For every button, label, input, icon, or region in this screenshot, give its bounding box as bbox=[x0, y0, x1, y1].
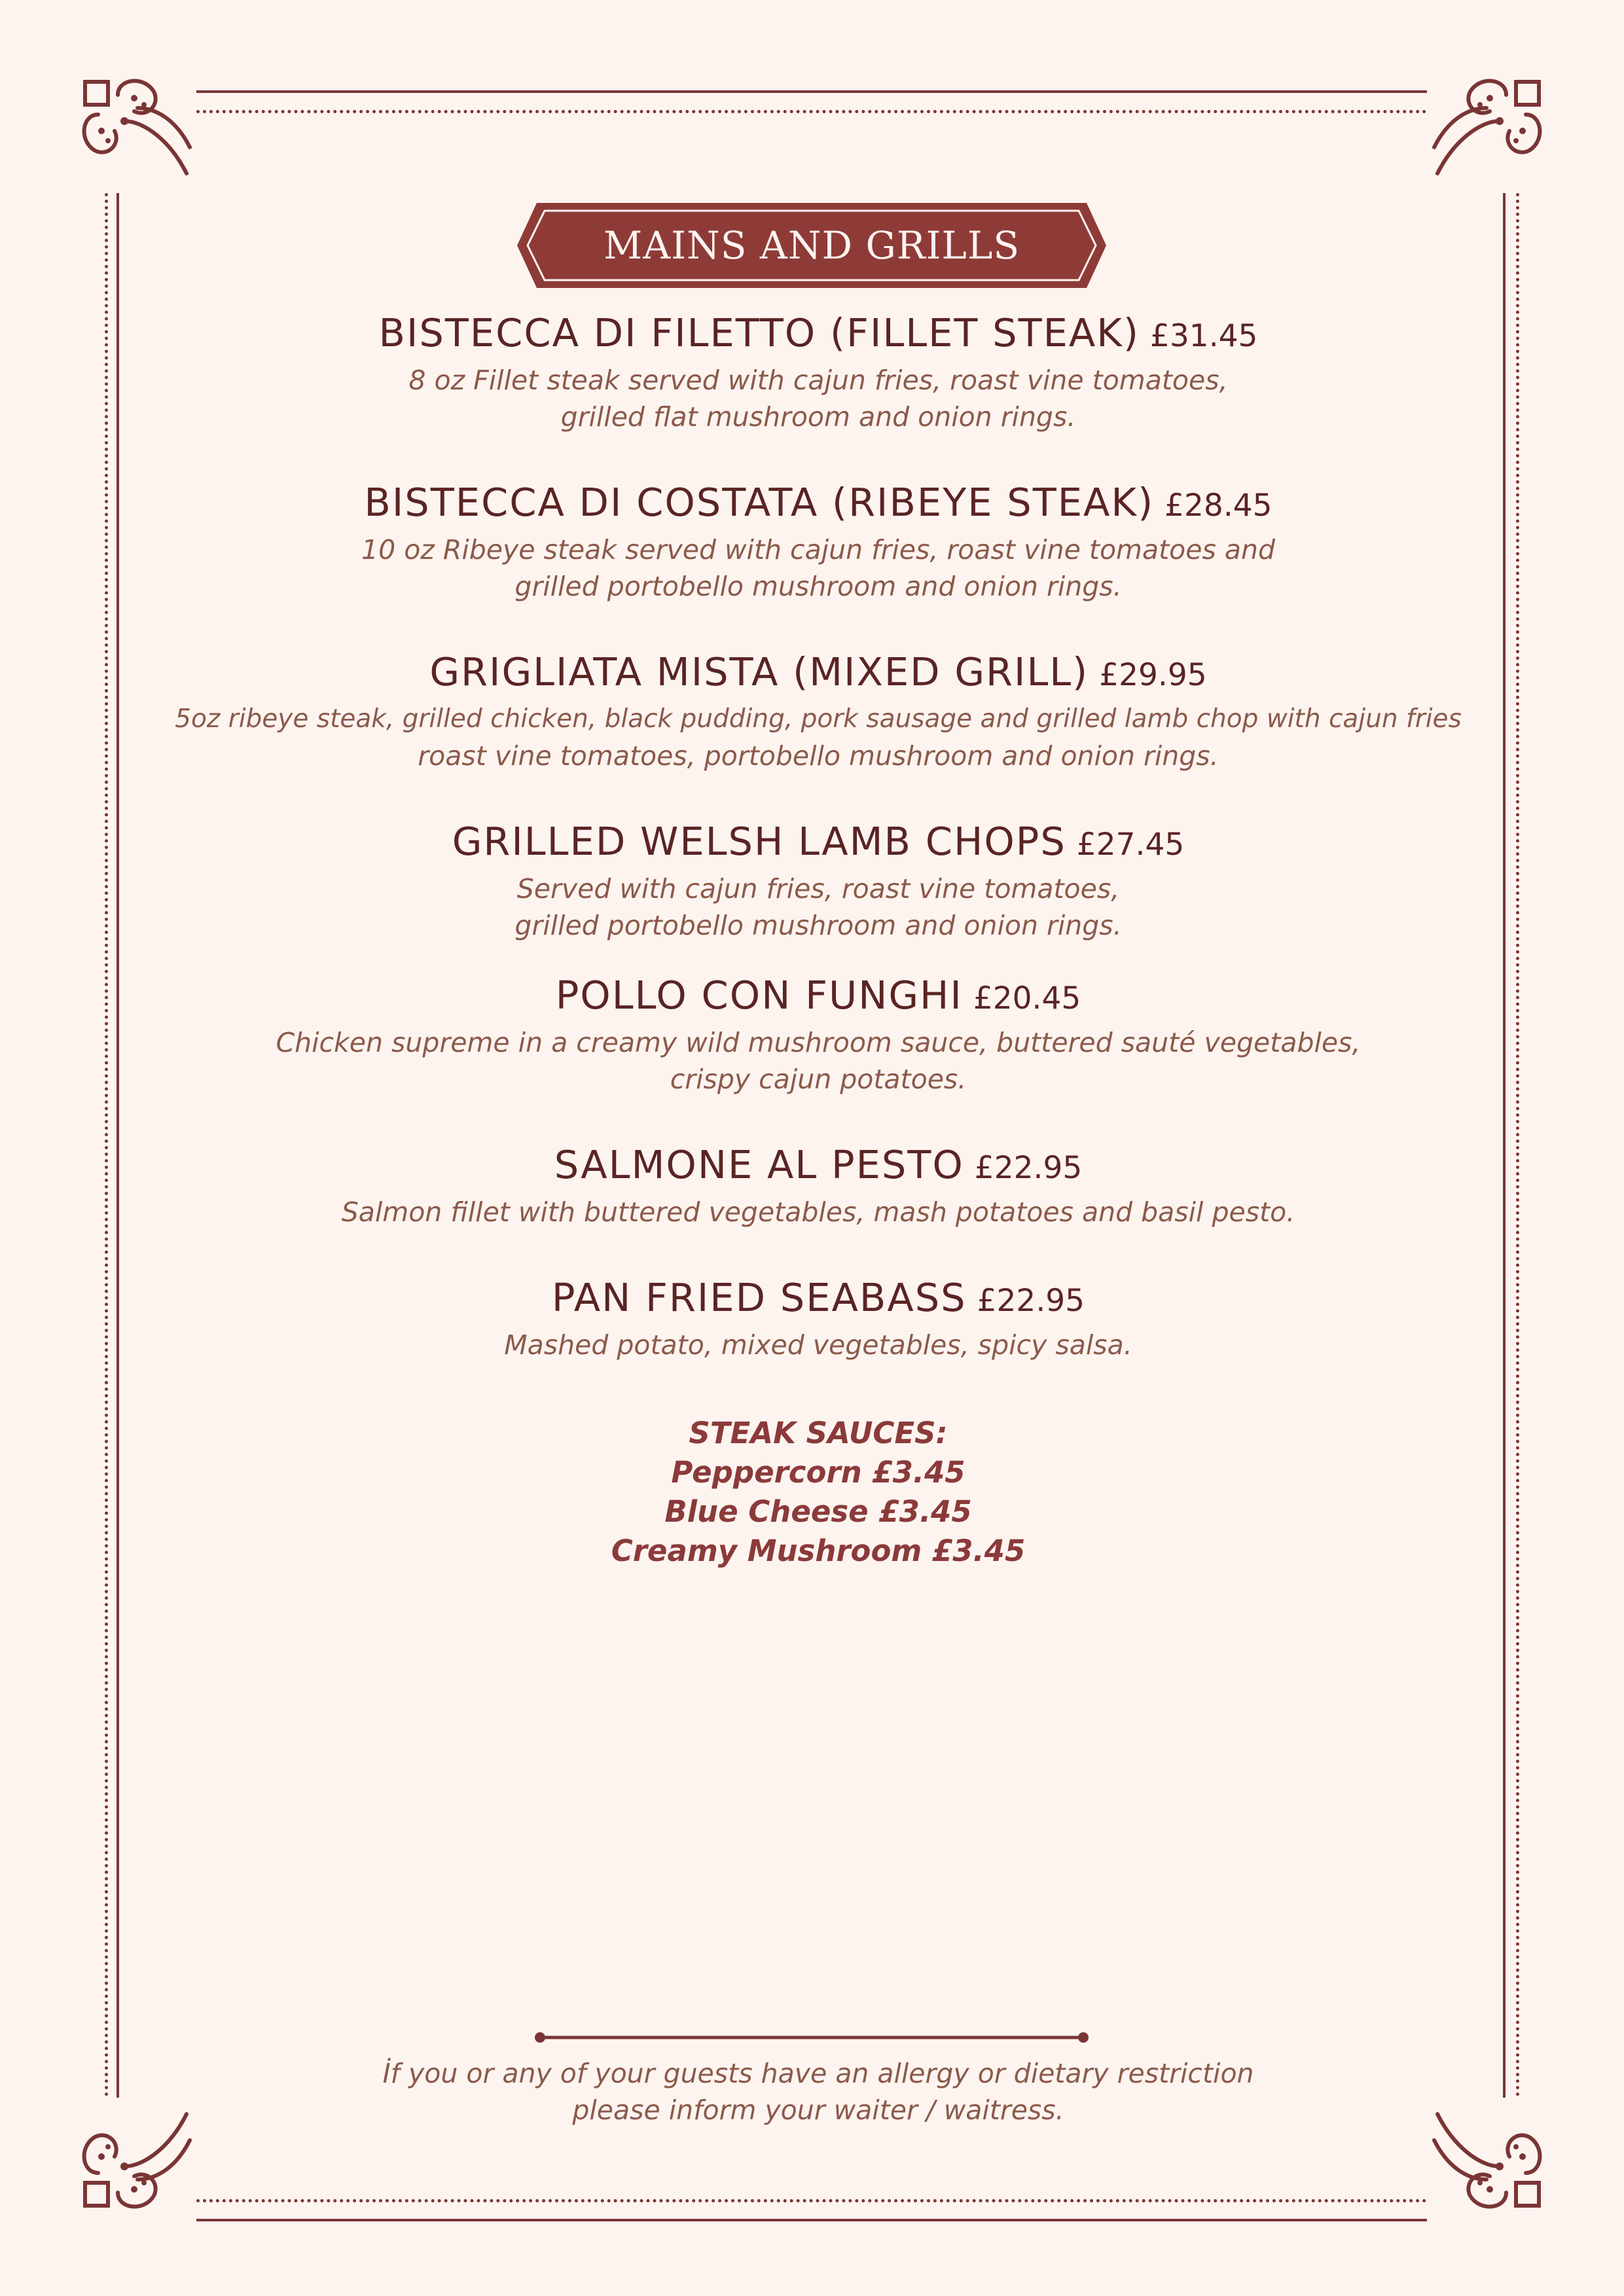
menu-item-description: grilled flat mushroom and onion rings. bbox=[560, 401, 1076, 433]
menu-item-name: BISTECCA DI FILETTO (FILLET STEAK) bbox=[378, 310, 1140, 355]
page-title: MAINS AND GRILLS bbox=[603, 223, 1020, 268]
menu-item-heading bbox=[131, 647, 1506, 701]
menu-item bbox=[131, 647, 1506, 774]
section-banner bbox=[517, 203, 1106, 288]
frame-top-dotted bbox=[196, 110, 1427, 113]
menu-list bbox=[131, 308, 1506, 1405]
menu-item bbox=[131, 308, 1506, 435]
menu-item bbox=[131, 1139, 1506, 1230]
menu-item-name: BISTECCA DI COSTATA (RIBEYE STEAK) bbox=[364, 480, 1155, 525]
frame-bottom-solid bbox=[196, 2219, 1427, 2221]
menu-item-price: £22.95 bbox=[977, 1283, 1085, 1319]
menu-item-description: Mashed potato, mixed vegetables, spicy salsa. bbox=[504, 1329, 1132, 1361]
corner-ornament-icon bbox=[1428, 69, 1552, 193]
corner-ornament-icon bbox=[72, 69, 196, 193]
sauces-heading: STEAK SAUCES: bbox=[689, 1416, 948, 1450]
menu-item-heading bbox=[131, 1272, 1506, 1327]
menu-item-heading bbox=[131, 970, 1506, 1024]
menu-item-description: Chicken supreme in a creamy wild mushroom sauce, buttered sauté vegetables, bbox=[276, 1027, 1361, 1058]
frame-right-dotted bbox=[1516, 193, 1519, 2098]
menu-item-heading bbox=[131, 816, 1506, 870]
menu-item-price: £31.45 bbox=[1150, 318, 1258, 354]
menu-item-heading bbox=[131, 1139, 1506, 1194]
menu-item-heading bbox=[131, 477, 1506, 531]
menu-item-description: 10 oz Ribeye steak served with cajun fries, roast vine tomatoes and bbox=[361, 534, 1276, 565]
menu-item-description: Served with cajun fries, roast vine tomatoes, bbox=[516, 873, 1120, 905]
sauce-item: Peppercorn £3.45 bbox=[671, 1455, 965, 1490]
allergy-line: please inform your waiter / waitress. bbox=[572, 2094, 1064, 2126]
frame-left-dotted bbox=[105, 193, 108, 2098]
menu-item-price: £22.95 bbox=[974, 1150, 1083, 1186]
menu-item-name: GRIGLIATA MISTA (MIXED GRILL) bbox=[429, 649, 1089, 694]
menu-item-description: grilled portobello mushroom and onion rings. bbox=[514, 910, 1122, 941]
menu-item-description: Salmon fillet with buttered vegetables, mash potatoes and basil pesto. bbox=[341, 1196, 1295, 1228]
allergy-notice bbox=[131, 2055, 1506, 2128]
menu-item-name: GRILLED WELSH LAMB CHOPS bbox=[452, 819, 1066, 864]
sauce-item: Blue Cheese £3.45 bbox=[664, 1494, 972, 1529]
sauce-item: Creamy Mushroom £3.45 bbox=[611, 1534, 1026, 1568]
frame-bottom-dotted bbox=[196, 2199, 1427, 2202]
menu-item-description: crispy cajun potatoes. bbox=[670, 1064, 967, 1095]
menu-item-name: SALMONE AL PESTO bbox=[554, 1142, 964, 1187]
menu-item-price: £28.45 bbox=[1164, 488, 1272, 524]
footer-divider bbox=[533, 2031, 1090, 2044]
menu-item-price: £20.45 bbox=[973, 980, 1081, 1016]
menu-item-description: grilled portobello mushroom and onion rings. bbox=[514, 571, 1122, 602]
menu-item-price: £29.95 bbox=[1099, 657, 1207, 693]
menu-item bbox=[131, 1272, 1506, 1363]
menu-item bbox=[131, 477, 1506, 605]
menu-item-name: POLLO CON FUNGHI bbox=[555, 973, 963, 1018]
menu-item bbox=[131, 970, 1506, 1098]
menu-item-description: 8 oz Fillet steak served with cajun fries, roast vine tomatoes, bbox=[408, 365, 1228, 396]
menu-item-description: 5oz ribeye steak, grilled chicken, black pudding, pork sausage and grilled lamb chop with cajun fries bbox=[175, 704, 1462, 734]
menu-item-name: PAN FRIED SEABASS bbox=[551, 1275, 967, 1320]
menu-item-heading bbox=[131, 308, 1506, 362]
allergy-line: İf you or any of your guests have an allergy or dietary restriction bbox=[382, 2058, 1254, 2089]
menu-item-description: roast vine tomatoes, portobello mushroom and onion rings. bbox=[418, 740, 1219, 772]
frame-top-solid bbox=[196, 90, 1427, 93]
steak-sauces bbox=[131, 1414, 1506, 1571]
menu-item-price: £27.45 bbox=[1076, 827, 1185, 863]
frame-left-solid bbox=[117, 193, 119, 2098]
menu-item bbox=[131, 816, 1506, 944]
